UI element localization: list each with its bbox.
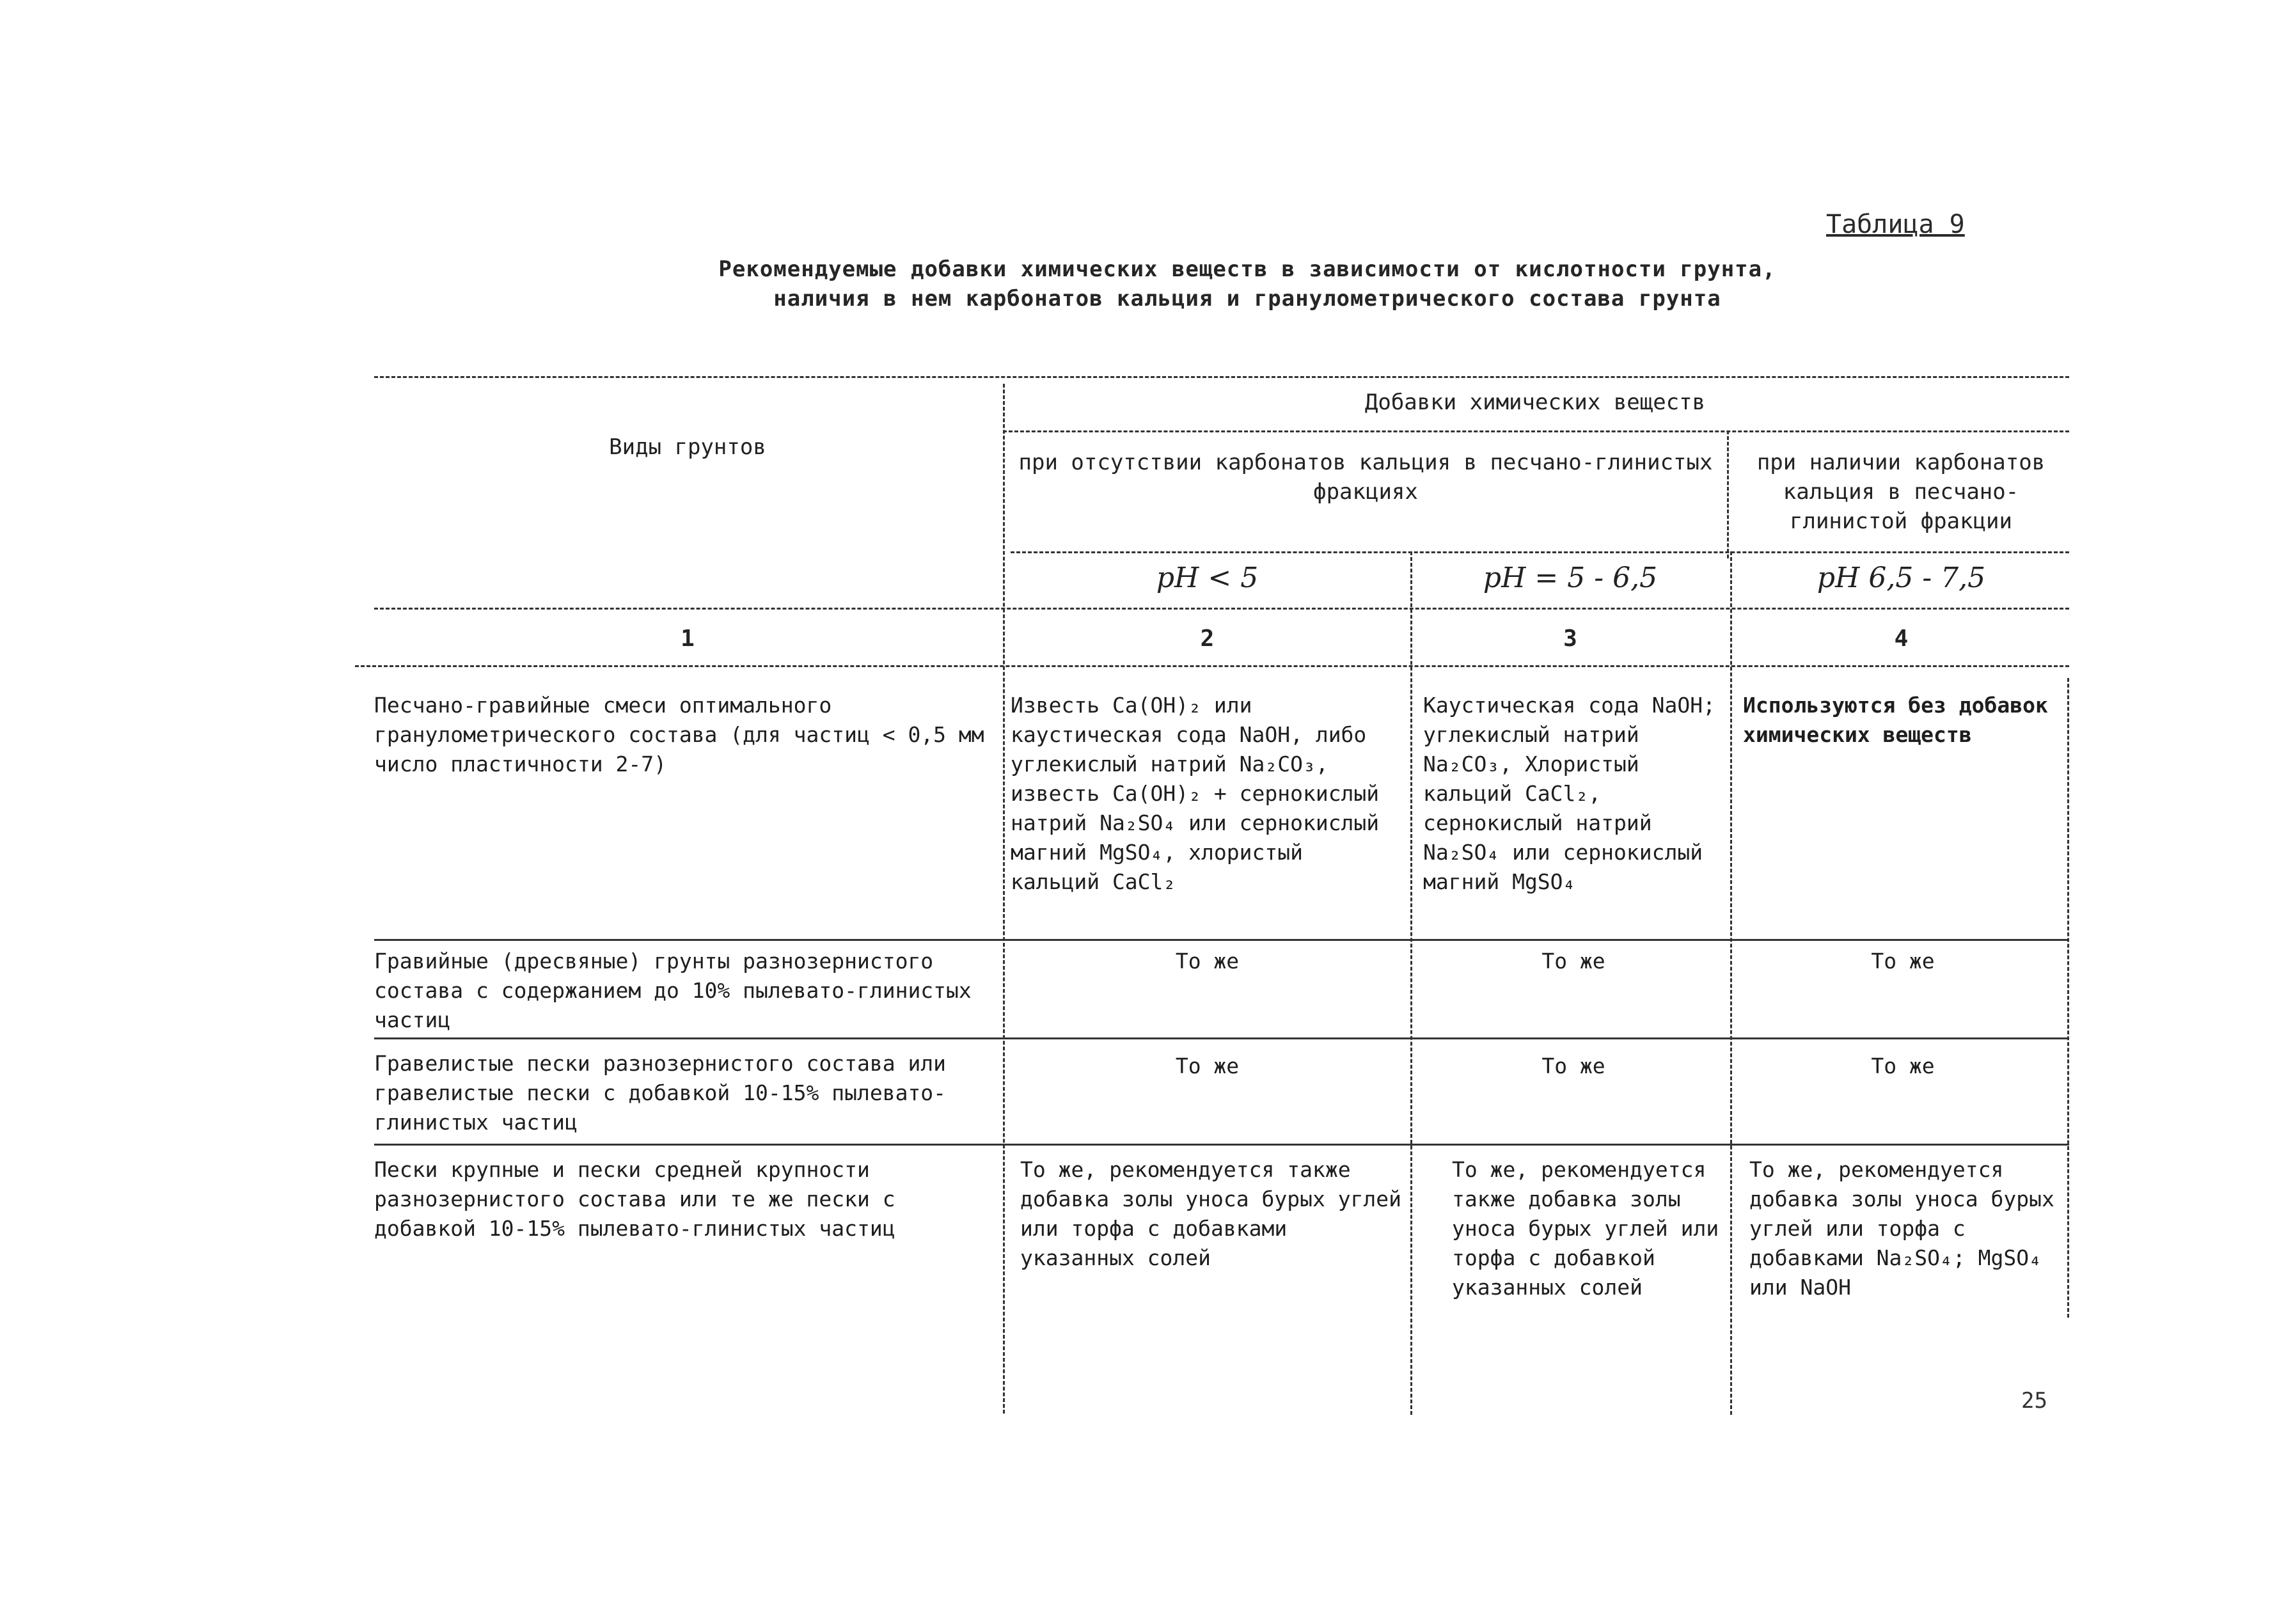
row3-additives-ph3: То же [1871,1053,1935,1078]
page-number: 25 [2021,1388,2047,1414]
table-right-edge [2067,678,2069,1318]
ph-top-rule [1011,551,2069,553]
row2-additives-ph2: То же [1541,949,1605,974]
row4-additives-ph2: То же, рекомендуется также добавка золы уноса бурых углей или торфа с добавкой указанных солей [1452,1157,1732,1300]
table-label: Таблица 9 [1826,210,1965,239]
row4-additives-ph3: То же, рекомендуется добавка золы уноса бурых углей или торфа с добавками Na₂SO₄; MgSO₄ или NaOH [1749,1157,2067,1300]
row4-soil: Пески крупные и пески средней крупности разнозернистого состава или те же пески с добавкой 10-15% пылевато-глинистых частиц [374,1157,908,1241]
row1-soil: Песчано-гравийные смеси оптимального гранулометрического состава (для частиц < 0,5 мм число пластичности 2-7) [374,693,997,777]
header-additives-group: Добавки химических веществ [1364,390,1706,415]
col-divider-2 [1410,551,1412,1415]
col-number-1: 1 [681,626,695,652]
row3-additives-ph2: То же [1541,1053,1605,1078]
row1-additives-ph2: Каустическая сода NaOH; углекислый натрий Na₂CO₃, Хлористый кальций CaCl₂, сернокислый натрий Na₂SO₄ или сернокислый магний MgSO₄ [1423,693,1728,894]
header-soil-types: Виды грунтов [609,434,766,460]
row2-bottom-rule [374,1037,2069,1039]
col-divider-3 [1730,551,1732,1415]
row2-additives-ph1: То же [1175,949,1240,974]
header-present-carbonates: при наличии карбонатов кальция в песчано-глинистой фракции [1756,450,2045,534]
table-title: Рекомендуемые добавки химических веществ в зависимости от кислотности грунта, наличия в нем карбонатов кальция и гранулометрического состава грунта [718,256,1776,311]
row4-additives-ph1: То же, рекомендуется также добавка золы уноса бурых углей или торфа с добавками указанных солей [1020,1157,1414,1270]
col-divider-1 [1003,384,1005,1414]
numbers-bottom-rule [355,665,2069,667]
header-absent-carbonates: при отсутствии карбонатов кальция в песчано-глинистых фракциях [1018,450,1713,505]
row3-soil: Гравелистые пески разнозернистого состава или гравелистые пески с добавкой 10-15% пылевато-глинистых частиц [374,1051,959,1135]
header-ph-2: pH = 5 - 6,5 [1483,562,1658,594]
additives-group-rule [1003,430,2069,432]
carbonate-divider [1727,430,1729,558]
row2-soil: Гравийные (дресвяные) грунты разнозернистого состава с содержанием до 10% пылевато-глинистых частиц [374,949,984,1032]
row2-additives-ph3: То же [1871,949,1935,974]
col-number-3: 3 [1563,626,1577,652]
header-ph-1: pH < 5 [1156,562,1259,594]
col-number-2: 2 [1200,626,1215,652]
table-top-rule [374,376,2069,378]
row3-bottom-rule [374,1144,2069,1146]
ph-bottom-rule [374,608,2069,610]
row1-additives-ph1: Известь Ca(OH)₂ или каустическая сода NaOH, либо углекислый натрий Na₂CO₃, известь Ca(OH)₂ + сернокислый натрий Na₂SO₄ или сернокислый магний MgSO₄, хлористый кальций CaCl₂ [1011,693,1392,894]
row1-additives-ph3: Используются без добавок химических веществ [1743,693,2061,747]
row1-bottom-rule [374,939,2069,941]
header-ph-3: pH 6,5 - 7,5 [1817,562,1986,594]
row3-additives-ph1: То же [1175,1053,1240,1078]
col-number-4: 4 [1894,626,1909,652]
